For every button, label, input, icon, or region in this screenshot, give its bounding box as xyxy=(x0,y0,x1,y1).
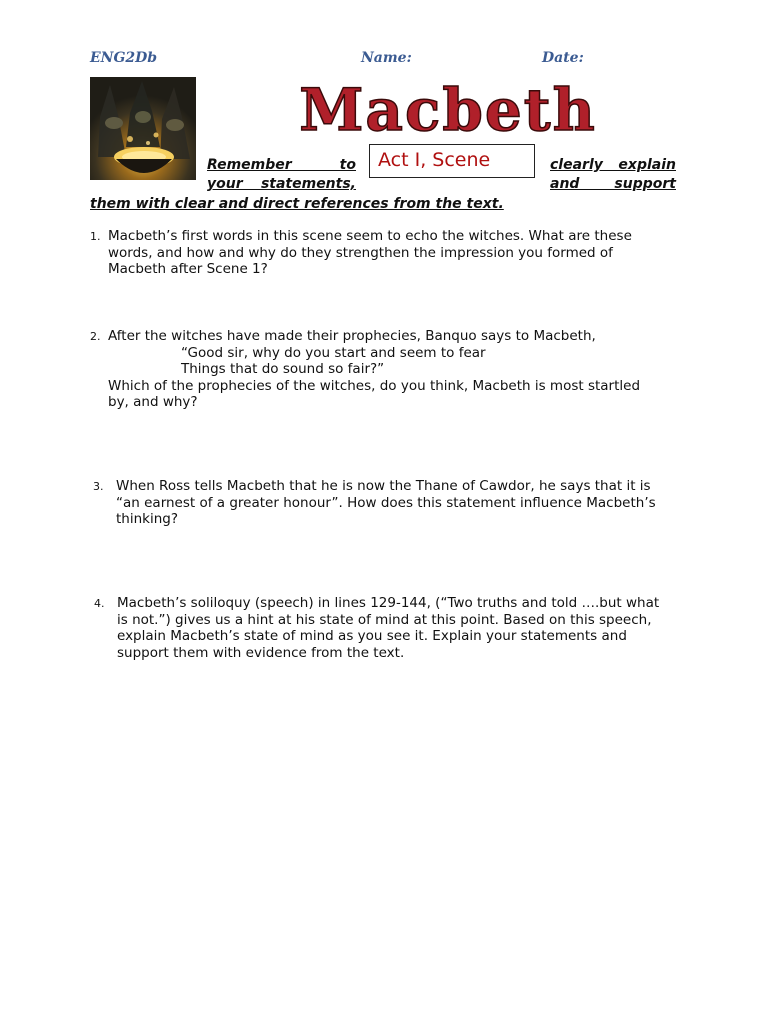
instruction-line-3: them with clear and direct references from the text. xyxy=(90,196,504,212)
act-scene-box: Act I, Scene xyxy=(369,144,535,178)
question-text-line: words, and how and why do they strengthen the impression you formed of xyxy=(108,244,613,261)
question-number: 4. xyxy=(94,597,105,610)
banquo-quote-line: “Good sir, why do you start and seem to fear xyxy=(181,344,486,361)
date-label: Date: xyxy=(542,50,584,66)
question-1 xyxy=(90,228,668,278)
question-2 xyxy=(90,328,668,411)
question-text-line: by, and why? xyxy=(108,394,198,411)
question-text-line: is not.”) gives us a hint at his state of mind at this point. Based on this speech, xyxy=(117,611,652,628)
question-3 xyxy=(93,478,676,528)
instruction-right-1: clearly explain xyxy=(550,157,676,173)
name-label: Name: xyxy=(361,50,412,66)
question-text-line: explain Macbeth’s state of mind as you see it. Explain your statements and xyxy=(117,628,627,645)
instruction-right-2: and support xyxy=(550,176,676,192)
question-text-line: Macbeth’s soliloquy (speech) in lines 129-144, (“Two truths and told ….but what xyxy=(117,595,660,611)
question-text-line: Macbeth after Scene 1? xyxy=(108,261,268,278)
question-text-line: Which of the prophecies of the witches, do you think, Macbeth is most startled xyxy=(108,377,641,394)
question-text-line: support them with evidence from the text. xyxy=(117,644,405,661)
banquo-quote-line: Things that do sound so fair?” xyxy=(181,361,385,378)
question-number: 1. xyxy=(90,230,101,243)
macbeth-title: Macbeth xyxy=(299,80,597,140)
course-code: ENG2Db xyxy=(90,50,158,66)
question-4 xyxy=(94,595,677,661)
witches-cauldron-image xyxy=(90,77,196,180)
question-text-line: thinking? xyxy=(116,511,179,528)
question-number: 2. xyxy=(90,330,101,343)
question-text-line: “an earnest of a greater honour”. How does this statement influence Macbeth’s xyxy=(116,494,656,511)
question-text-line: Macbeth’s first words in this scene seem to echo the witches. What are these xyxy=(108,228,632,244)
instruction-left-1: Remember to xyxy=(207,157,356,173)
macbeth-title-art xyxy=(238,80,658,140)
instruction-left-2: your statements, xyxy=(207,176,356,192)
question-text-line: After the witches have made their prophecies, Banquo says to Macbeth, xyxy=(108,328,596,344)
question-text-line: When Ross tells Macbeth that he is now the Thane of Cawdor, he says that it is xyxy=(116,478,651,494)
question-number: 3. xyxy=(93,480,104,493)
